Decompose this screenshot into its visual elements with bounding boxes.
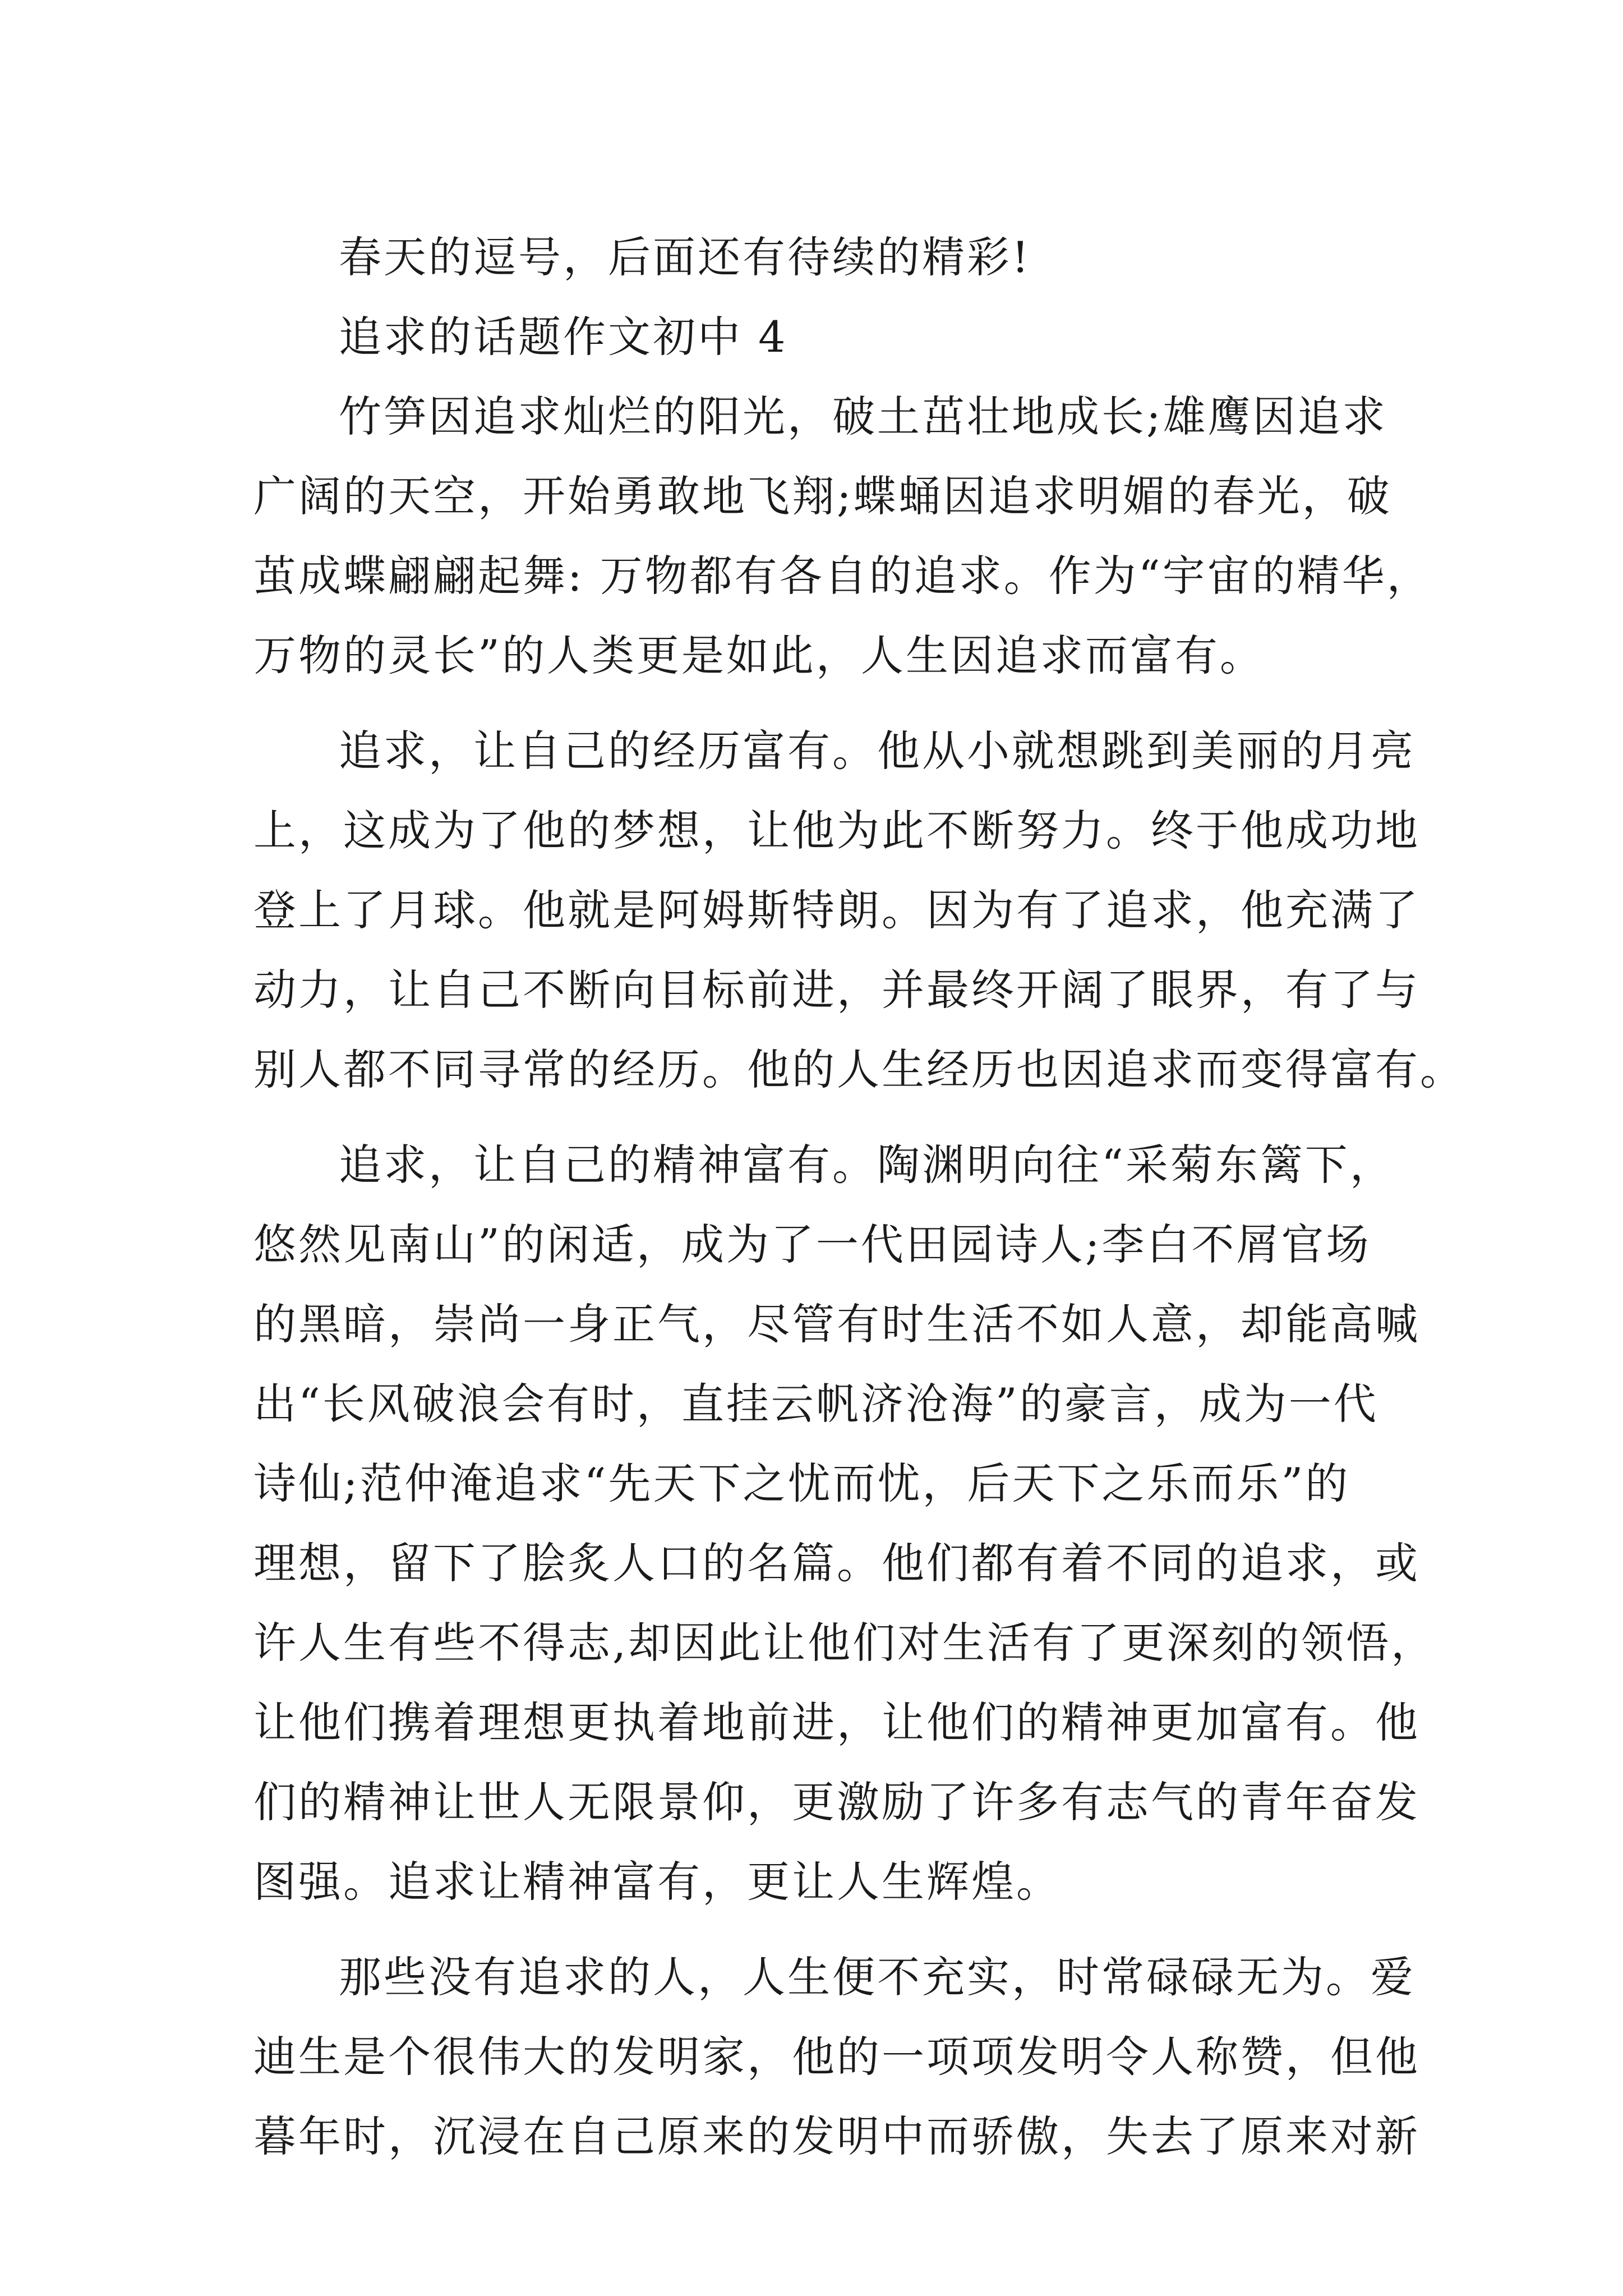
text-line: 悠然见南山”的闲适，成为了一代田园诗人;李白不屑官场 xyxy=(253,1220,1371,1269)
text-line: 迪生是个很伟大的发明家，他的一项项发明令人称赞，但他 xyxy=(253,2032,1420,2082)
text-line: 理想，留下了脍炙人口的名篇。他们都有着不同的追求，或 xyxy=(253,1538,1420,1588)
text-line: 追求，让自己的经历富有。他从小就想跳到美丽的月亮 xyxy=(339,726,1415,776)
text-line: 那些没有追求的人，人生便不充实，时常碌碌无为。爱 xyxy=(339,1952,1415,2002)
text-line: 动力，让自己不断向目标前进，并最终开阔了眼界，有了与 xyxy=(253,965,1420,1015)
text-line: 追求，让自己的精神富有。陶渊明向往“采菊东篱下， xyxy=(339,1140,1395,1190)
text-line: 万物的灵长”的人类更是如此，人生因追求而富有。 xyxy=(253,631,1265,680)
text-line: 的黑暗，崇尚一身正气，尽管有时生活不如人意，却能高喊 xyxy=(253,1299,1420,1349)
text-line: 茧成蝶翩翩起舞: 万物都有各自的追求。作为“宇宙的精华， xyxy=(253,551,1432,601)
text-line: 竹笋因追求灿烂的阳光，破土茁壮地成长;雄鹰因追求 xyxy=(339,392,1387,441)
text-line: 别人都不同寻常的经历。他的人生经历也因追求而变得富有。 xyxy=(253,1045,1465,1094)
text-line: 让他们携着理想更执着地前进，让他们的精神更加富有。他 xyxy=(253,1697,1420,1747)
text-line: 图强。追求让精神富有，更让人生辉煌。 xyxy=(253,1857,1061,1907)
text-line: 春天的逗号，后面还有待续的精彩! xyxy=(339,232,1031,282)
text-line: 许人生有些不得志,却因此让他们对生活有了更深刻的领悟， xyxy=(253,1618,1436,1668)
text-line: 诗仙;范仲淹追求“先天下之忧而忧，后天下之乐而乐”的 xyxy=(253,1458,1350,1508)
document-body xyxy=(253,218,1465,2177)
text-line: 登上了月球。他就是阿姆斯特朗。因为有了追求，他充满了 xyxy=(253,885,1420,935)
text-line: 暮年时，沉浸在自己原来的发明中而骄傲，失去了原来对新 xyxy=(253,2111,1420,2161)
text-line: 上，这成为了他的梦想，让他为此不断努力。终于他成功地 xyxy=(253,806,1420,855)
text-line: 们的精神让世人无限景仰，更激励了许多有志气的青年奋发 xyxy=(253,1777,1420,1827)
text-line: 出“长风破浪会有时，直挂云帆济沧海”的豪言，成为一代 xyxy=(253,1379,1378,1429)
text-line: 广阔的天空，开始勇敢地飞翔;蝶蛹因追求明媚的春光，破 xyxy=(253,471,1392,521)
section-heading: 追求的话题作文初中 4 xyxy=(339,312,788,362)
